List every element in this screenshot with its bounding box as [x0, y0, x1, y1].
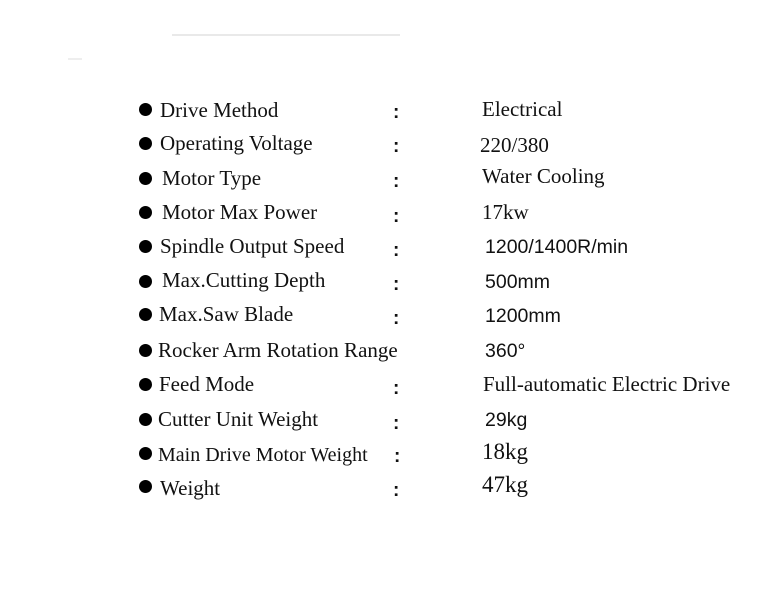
separator: :	[393, 206, 400, 227]
spec-row-max-saw-blade	[0, 299, 780, 329]
separator: :	[393, 240, 400, 261]
spec-value: 29kg	[485, 409, 528, 431]
spec-value: 1200/1400R/min	[485, 236, 629, 258]
spec-row-motor-max-power	[0, 197, 780, 227]
spec-value: 47kg	[482, 472, 528, 497]
separator: :	[394, 446, 401, 467]
spec-value: 220/380	[480, 133, 549, 157]
separator: :	[393, 171, 400, 192]
spec-row-drive-method	[0, 95, 780, 125]
spec-value: Full-automatic Electric Drive	[483, 372, 731, 396]
spec-label: Drive Method	[160, 98, 279, 122]
spec-row-weight	[0, 473, 780, 503]
spec-value: Electrical	[482, 97, 563, 121]
spec-value: Water Cooling	[482, 164, 605, 188]
spec-label: Motor Max Power	[162, 200, 318, 224]
spec-value: 500mm	[485, 271, 551, 293]
separator: :	[393, 274, 400, 295]
spec-row-max-cutting-depth	[0, 265, 780, 295]
spec-value: 360°	[485, 340, 526, 362]
spec-value: 17kw	[482, 200, 529, 224]
spec-row-main-drive-motor-weight	[0, 440, 780, 470]
bullet-icon	[139, 308, 152, 321]
bullet-icon	[139, 447, 152, 460]
spec-value: 18kg	[482, 439, 528, 464]
bullet-icon	[139, 275, 152, 288]
bullet-icon	[139, 206, 152, 219]
spec-row-operating-voltage	[0, 129, 780, 159]
bullet-icon	[139, 240, 152, 253]
bullet-icon	[139, 103, 152, 116]
spec-label: Max.Cutting Depth	[162, 268, 326, 292]
spec-label: Motor Type	[162, 166, 262, 190]
bullet-icon	[139, 137, 152, 150]
bullet-icon	[139, 378, 152, 391]
spec-value: 1200mm	[485, 305, 561, 327]
separator: :	[393, 308, 400, 329]
spec-label: Weight	[160, 476, 221, 500]
spec-label: Operating Voltage	[160, 131, 313, 155]
spec-label: Main Drive Motor Weight	[158, 444, 368, 466]
bullet-icon	[139, 172, 152, 185]
spec-row-cutter-unit-weight	[0, 404, 780, 434]
spec-row-feed-mode	[0, 369, 780, 399]
bullet-icon	[139, 344, 152, 357]
spec-label: Feed Mode	[159, 372, 255, 396]
separator: :	[393, 136, 400, 157]
spec-label: Rocker Arm Rotation Range	[158, 338, 398, 362]
bullet-icon	[139, 480, 152, 493]
separator: :	[393, 480, 400, 501]
separator: :	[393, 102, 400, 123]
bullet-icon	[139, 413, 152, 426]
spec-label: Spindle Output Speed	[160, 234, 345, 258]
spec-label: Max.Saw Blade	[159, 302, 294, 326]
spec-row-spindle-output-speed	[0, 231, 780, 261]
spec-row-motor-type	[0, 163, 780, 193]
spec-label: Cutter Unit Weight	[158, 407, 319, 431]
separator: :	[393, 378, 400, 399]
spec-row-rocker-arm-rotation-range	[0, 335, 780, 365]
separator: :	[393, 413, 400, 434]
